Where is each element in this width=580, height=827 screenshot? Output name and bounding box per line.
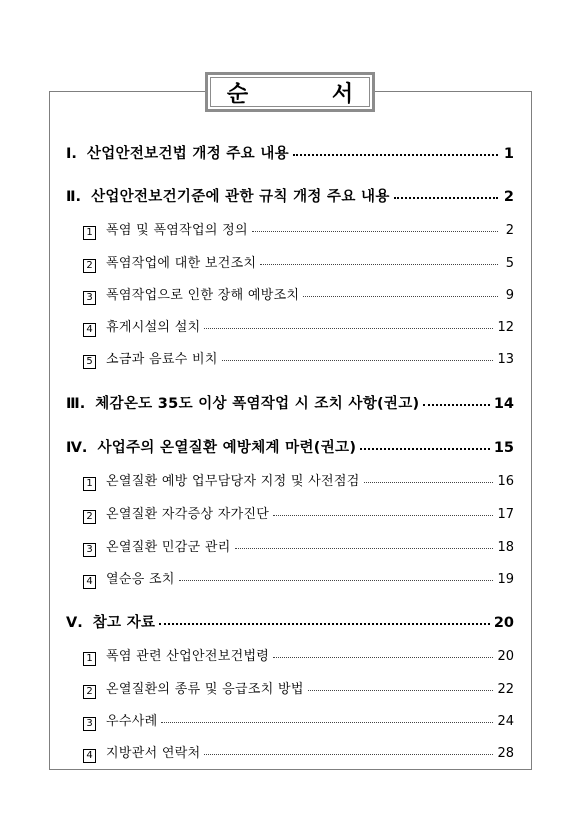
dot-leader	[293, 153, 498, 156]
item-number-box: 4	[83, 323, 96, 337]
dot-leader	[222, 359, 494, 361]
dot-leader	[235, 547, 494, 549]
page-number: 22	[497, 682, 514, 697]
page-number: 24	[497, 714, 514, 729]
item-number-box: 3	[83, 291, 96, 305]
dot-leader	[204, 753, 493, 755]
dot-leader	[308, 689, 494, 691]
item-number-box: 1	[83, 477, 96, 491]
page-number: 16	[497, 474, 514, 489]
page-number: 13	[497, 352, 514, 367]
item-number-box: 3	[83, 717, 96, 731]
page-number: 2	[505, 223, 514, 238]
dot-leader	[364, 481, 494, 483]
toc-item[interactable]	[83, 678, 514, 698]
item-number-box: 2	[83, 510, 96, 524]
item-title: 우수사례	[106, 714, 158, 729]
section-numeral: Ⅳ.	[66, 440, 88, 456]
toc-item[interactable]	[83, 503, 514, 523]
dot-leader	[273, 656, 493, 658]
page-number: 2	[503, 189, 514, 205]
toc-title: 순 서	[226, 81, 392, 107]
toc-item[interactable]	[83, 536, 514, 556]
toc-section-4[interactable]	[66, 436, 514, 457]
item-title: 폭염 관련 산업안전보건법령	[106, 649, 270, 664]
item-title: 휴게시설의 설치	[106, 320, 201, 335]
item-title: 지방관서 연락처	[106, 746, 201, 761]
item-number-box: 4	[83, 749, 96, 763]
dot-leader	[423, 403, 489, 406]
page-number: 15	[493, 440, 514, 456]
dot-leader	[252, 230, 498, 232]
page-number: 5	[505, 256, 514, 271]
item-title: 폭염작업에 대한 보건조치	[106, 256, 257, 271]
dot-leader	[159, 622, 490, 625]
item-title: 온열질환 자각증상 자가진단	[106, 507, 270, 522]
toc-section-2[interactable]	[66, 185, 514, 206]
page-number: 1	[503, 146, 514, 162]
page-number: 14	[493, 396, 514, 412]
toc-item[interactable]	[83, 316, 514, 336]
item-title: 온열질환 예방 업무담당자 지정 및 사전점검	[106, 474, 360, 489]
toc-item[interactable]	[83, 710, 514, 730]
toc-item[interactable]	[83, 219, 514, 239]
toc-item[interactable]	[83, 284, 514, 304]
page-number: 18	[497, 540, 514, 555]
page-number: 20	[493, 615, 514, 631]
dot-leader	[204, 327, 493, 329]
section-title: 사업주의 온열질환 예방체계 마련(권고)	[97, 440, 357, 456]
page-number: 19	[497, 572, 514, 587]
toc-section-1[interactable]	[66, 142, 514, 163]
section-numeral: Ⅱ.	[66, 189, 82, 205]
dot-leader	[273, 514, 493, 516]
item-title: 폭염 및 폭염작업의 정의	[106, 223, 248, 238]
toc-section-3[interactable]	[66, 392, 514, 413]
dot-leader	[394, 196, 498, 199]
section-title: 산업안전보건법 개정 주요 내용	[86, 146, 289, 162]
item-title: 온열질환의 종류 및 응급조치 방법	[106, 682, 304, 697]
toc-item[interactable]	[83, 252, 514, 272]
item-title: 소금과 음료수 비치	[106, 352, 218, 367]
toc-item[interactable]	[83, 645, 514, 665]
item-number-box: 4	[83, 575, 96, 589]
dot-leader	[303, 295, 498, 297]
section-numeral: Ⅴ.	[66, 615, 83, 631]
item-number-box: 3	[83, 543, 96, 557]
item-number-box: 5	[83, 355, 96, 369]
item-title: 온열질환 민감군 관리	[106, 540, 231, 555]
section-numeral: Ⅰ.	[66, 146, 77, 162]
toc-item[interactable]	[83, 470, 514, 490]
item-title: 폭염작업으로 인한 장해 예방조치	[106, 288, 300, 303]
toc-title-box	[205, 72, 392, 112]
toc-item[interactable]	[83, 742, 514, 762]
dot-leader	[360, 447, 490, 450]
toc-section-5[interactable]	[66, 611, 514, 632]
page-number: 28	[497, 746, 514, 761]
section-title: 체감온도 35도 이상 폭염작업 시 조치 사항(권고)	[95, 396, 420, 412]
dot-leader	[260, 263, 498, 265]
toc-item[interactable]	[83, 348, 514, 368]
item-number-box: 1	[83, 652, 96, 666]
page-number: 9	[505, 288, 514, 303]
item-number-box: 2	[83, 685, 96, 699]
page-number: 20	[497, 649, 514, 664]
toc-item[interactable]	[83, 568, 514, 588]
item-title: 열순응 조치	[106, 572, 175, 587]
section-title: 참고 자료	[92, 615, 156, 631]
dot-leader	[161, 721, 493, 723]
page-number: 17	[497, 507, 514, 522]
page-number: 12	[497, 320, 514, 335]
item-number-box: 1	[83, 226, 96, 240]
dot-leader	[179, 579, 494, 581]
section-numeral: Ⅲ.	[66, 396, 86, 412]
item-number-box: 2	[83, 259, 96, 273]
section-title: 산업안전보건기준에 관한 규칙 개정 주요 내용	[91, 189, 390, 205]
